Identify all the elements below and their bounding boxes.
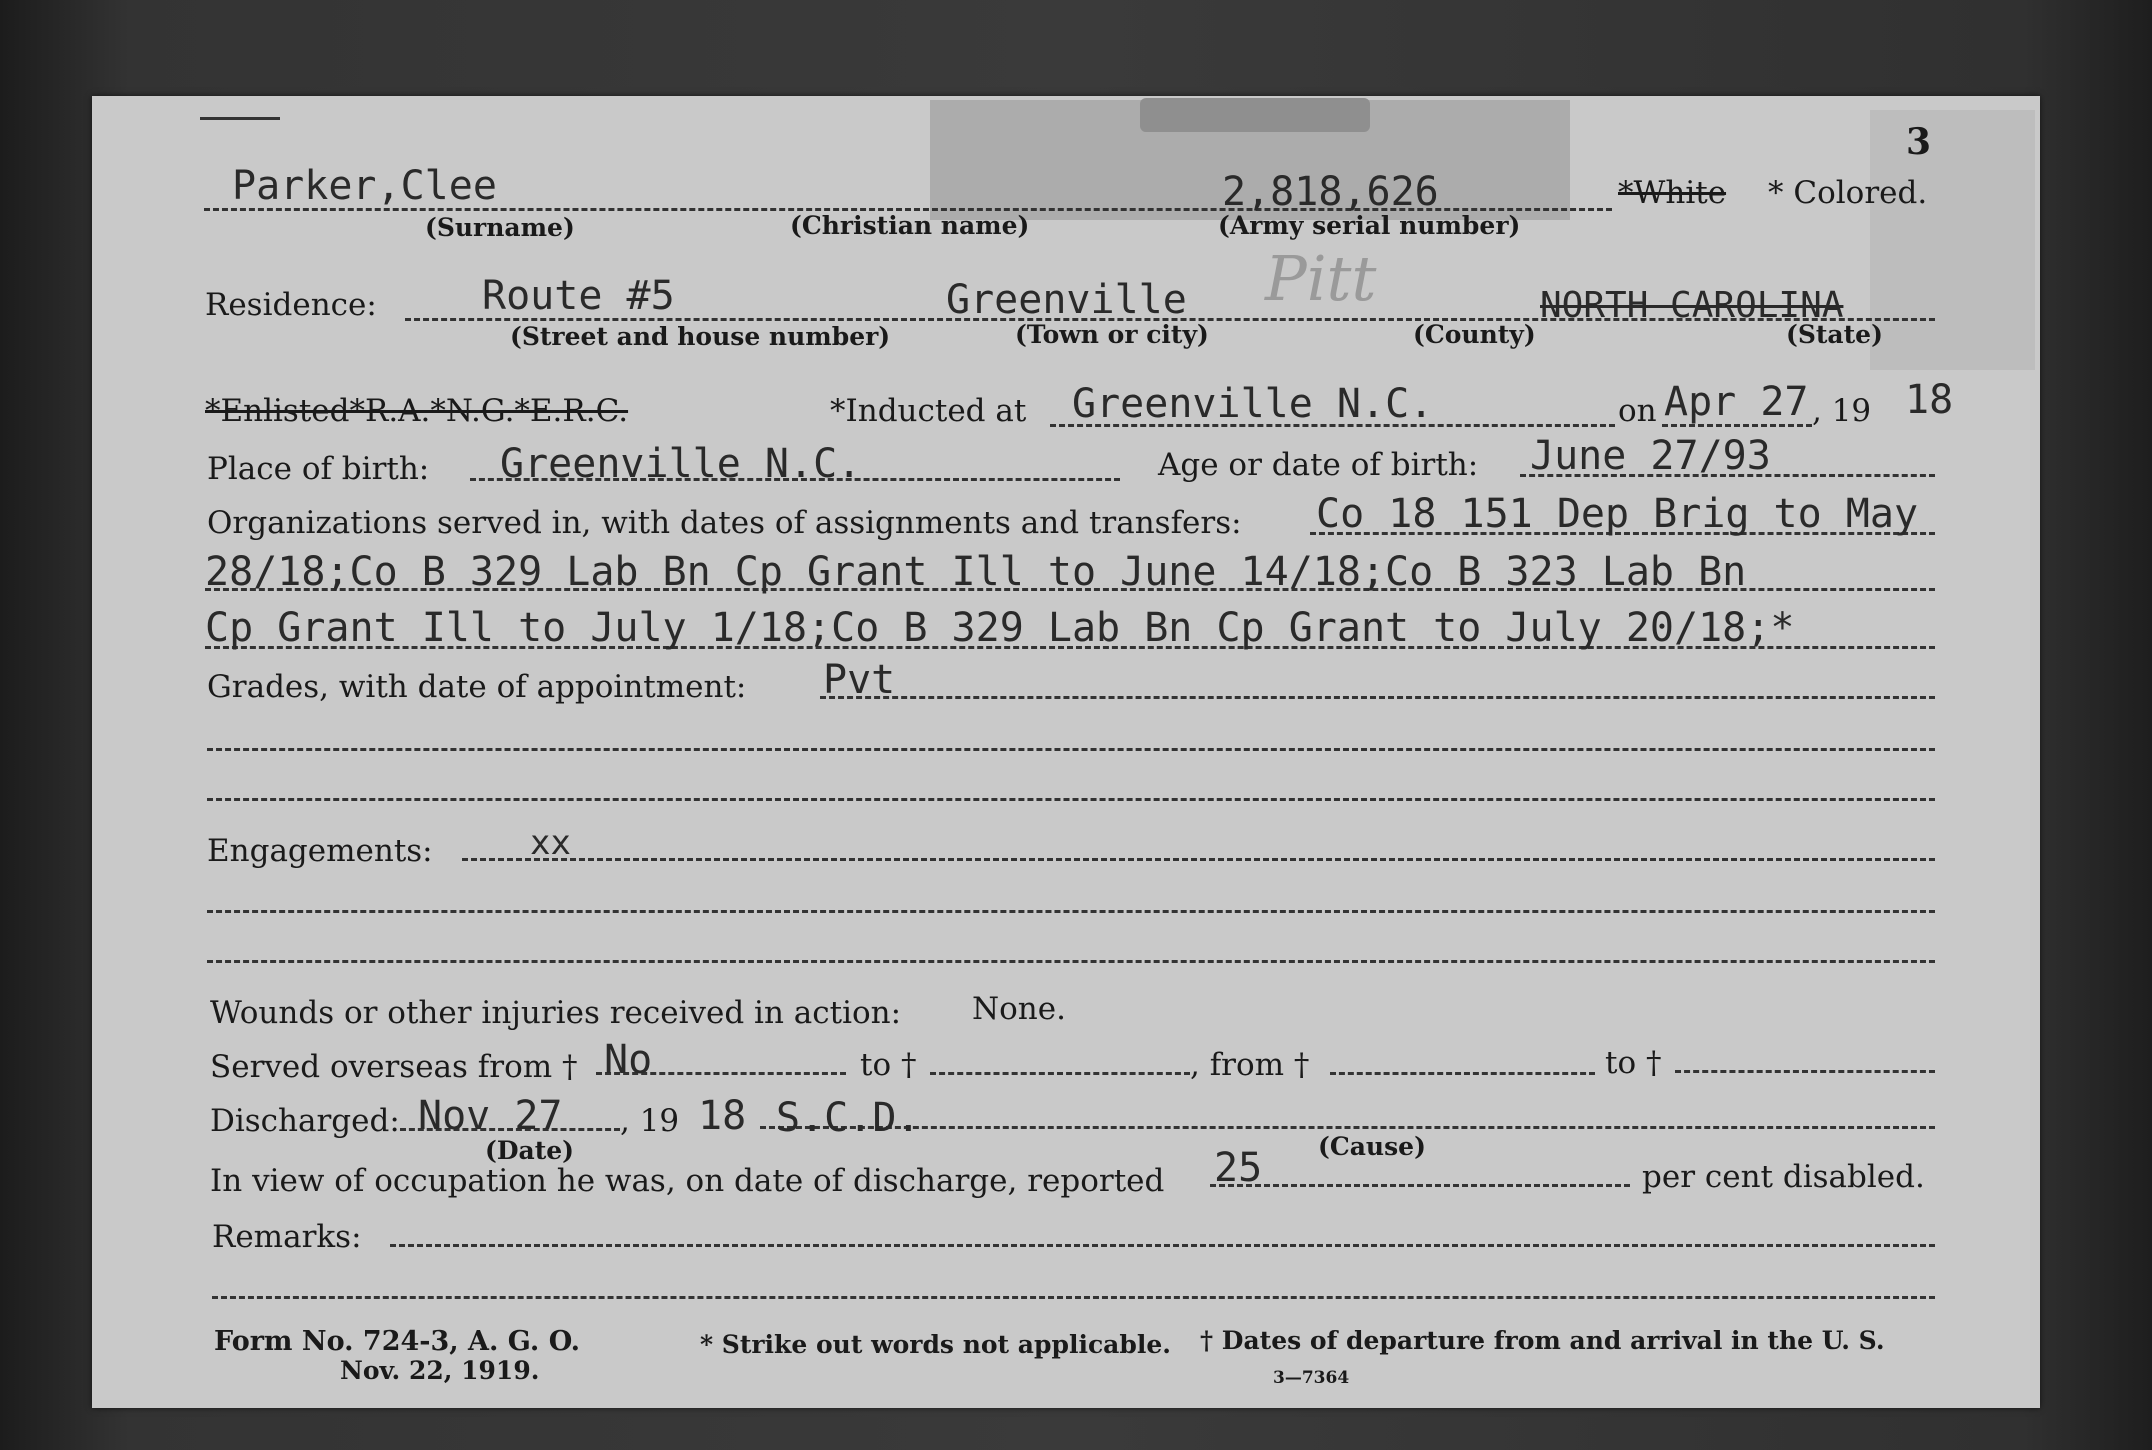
disability-value: 25 [1214, 1145, 1263, 1191]
card-number: 3 [1906, 121, 1932, 163]
discharge-year-value: 18 [698, 1093, 747, 1139]
place-of-birth-label: Place of birth: [207, 451, 430, 487]
grades-label: Grades, with date of appointment: [207, 669, 747, 705]
disability-label: In view of occupation he was, on date of discharge, reported [210, 1163, 1165, 1199]
christian-name-caption: (Christian name) [790, 211, 1030, 240]
enlistment-options-struck: *Enlisted*R.A.*N.G.*E.R.C. [205, 393, 629, 429]
engagements-blank-line-1 [207, 910, 1935, 913]
overseas-to2-line [1675, 1070, 1935, 1073]
discharge-cause-value: S.C.D. [776, 1095, 921, 1141]
grades-line [820, 696, 1935, 699]
strike-out-note: * Strike out words not applicable. [700, 1330, 1171, 1359]
disability-suffix: per cent disabled. [1642, 1159, 1925, 1195]
induction-on-label: on [1618, 393, 1657, 429]
grades-blank-line-1 [207, 748, 1935, 751]
town-caption: (Town or city) [1015, 320, 1209, 349]
army-serial-value: 2,818,626 [1222, 169, 1439, 215]
induction-year-prefix: , 19 [1812, 393, 1872, 429]
print-code: 3—7364 [1273, 1368, 1350, 1388]
remarks-line-1 [390, 1244, 1935, 1247]
discharge-date-caption: (Date) [485, 1136, 574, 1165]
remarks-line-2 [212, 1296, 1935, 1299]
tape-mark-right [1870, 110, 2035, 370]
discharge-year-prefix: , 19 [620, 1103, 680, 1139]
form-number: Form No. 724-3, A. G. O. [214, 1326, 581, 1357]
overseas-from-value: No [604, 1037, 653, 1083]
engagements-value: xx [530, 823, 571, 863]
organizations-label: Organizations served in, with dates of assignments and transfers: [207, 505, 1242, 541]
overseas-from2-line [1330, 1072, 1595, 1075]
discharge-cause-line [760, 1126, 1935, 1129]
county-handwritten: Pitt [1265, 242, 1377, 315]
inducted-place-value: Greenville N.C. [1072, 381, 1434, 427]
organizations-value-2: 28/18;Co B 329 Lab Bn Cp Grant Ill to June 14/18;Co B 323 Lab Bn [205, 549, 1747, 595]
county-caption: (County) [1413, 320, 1536, 349]
street-value: Route #5 [482, 273, 675, 319]
grades-blank-line-2 [207, 798, 1935, 801]
overseas-to2-label: to † [1605, 1045, 1662, 1081]
tape-mark-dark [1140, 98, 1370, 132]
state-caption: (State) [1786, 320, 1883, 349]
overseas-to-line [930, 1072, 1190, 1075]
state-value: NORTH CAROLINA [1540, 285, 1844, 326]
surname-value: Parker,Clee [232, 163, 497, 209]
town-value: Greenville [946, 277, 1187, 323]
remarks-label: Remarks: [212, 1219, 362, 1255]
birth-date-value: June 27/93 [1530, 433, 1771, 479]
race-white-struck: *White [1618, 175, 1727, 211]
wounds-value: None. [972, 991, 1066, 1027]
dates-note: † Dates of departure from and arrival in the U. S. [1200, 1326, 1885, 1355]
street-caption: (Street and house number) [510, 322, 891, 351]
overseas-from2-label: , from † [1190, 1047, 1310, 1083]
discharge-date-value: Nov 27 [418, 1093, 563, 1139]
engagements-label: Engagements: [207, 833, 433, 869]
corner-mark [200, 117, 280, 120]
surname-caption: (Surname) [425, 213, 575, 242]
residence-label: Residence: [205, 287, 377, 323]
organizations-value-1: Co 18 151 Dep Brig to May [1316, 491, 1919, 537]
grades-value: Pvt [823, 657, 896, 703]
army-serial-caption: (Army serial number) [1218, 211, 1521, 240]
discharged-label: Discharged: [210, 1103, 400, 1139]
inducted-at-label: *Inducted at [830, 393, 1027, 429]
induction-year-value: 18 [1905, 377, 1954, 423]
form-date: Nov. 22, 1919. [340, 1356, 540, 1385]
served-overseas-label: Served overseas from † [210, 1049, 578, 1085]
wounds-label: Wounds or other injuries received in action: [210, 995, 902, 1031]
overseas-to-label: to † [860, 1047, 917, 1083]
engagements-line [462, 858, 1935, 861]
age-label: Age or date of birth: [1158, 447, 1479, 483]
disability-line [1210, 1184, 1630, 1187]
race-colored: * Colored. [1768, 175, 1928, 211]
discharge-cause-caption: (Cause) [1318, 1132, 1426, 1161]
organizations-value-3: Cp Grant Ill to July 1/18;Co B 329 Lab Bn Cp Grant to July 20/18;* [205, 605, 1795, 651]
induction-date-value: Apr 27 [1664, 379, 1809, 425]
place-of-birth-value: Greenville N.C. [500, 441, 862, 487]
engagements-blank-line-2 [207, 960, 1935, 963]
